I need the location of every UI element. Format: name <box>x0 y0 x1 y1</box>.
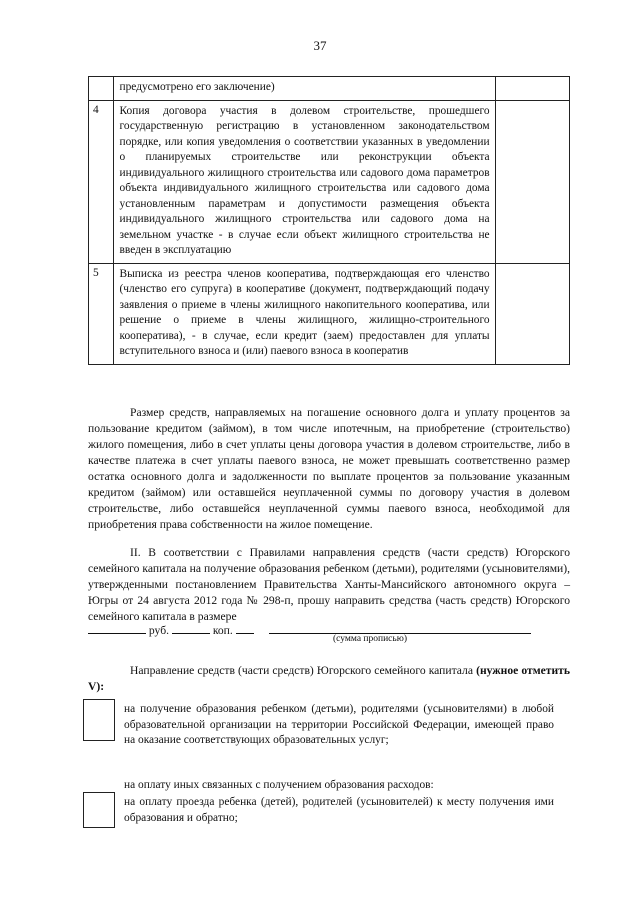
travel-checkbox[interactable] <box>83 792 115 828</box>
row-text: предусмотрено его заключение) <box>113 77 495 101</box>
option-education-text: на получение образования ребенком (детьми), родителями (усыновителями) в любой образовательной организации на территории Российской Федерации, имеющей право на оказание соответствующих образовательных услуг; <box>124 703 554 746</box>
amount-words-field[interactable] <box>269 621 531 634</box>
amount-words-hint: (сумма прописью) <box>333 634 407 644</box>
option-travel-text: на оплату проезда ребенка (детей), родителей (усыновителей) к месту получения ими образования и обратно; <box>124 796 554 824</box>
table-row <box>89 100 570 263</box>
kop-extra-field[interactable] <box>236 621 254 634</box>
table-row <box>89 263 570 364</box>
table-row <box>89 77 570 101</box>
row-text: Выписка из реестра членов кооператива, подтверждающая его членство (членство его супруга) в кооперативе (документ, подтверждающий подачу заявления о приеме в члены жилищного накопительного кооператива, или решение о приеме в члены жилищного, жилищно-строительного кооператива), - в случае, если кредит (заем) предоставлен для уплаты вступительного взноса и (или) паевого взноса в кооператив <box>113 263 495 364</box>
choose-direction-text: Направление средств (части средств) Югорского семейного капитала <box>130 664 473 677</box>
choose-direction-note: (нужное отметить V): <box>88 664 570 693</box>
rub-label: руб. <box>148 624 169 637</box>
related-expenses-title: на оплату иных связанных с получением образования расходов: <box>124 779 434 791</box>
education-checkbox[interactable] <box>83 699 115 741</box>
row-mark-cell <box>495 77 569 101</box>
kop-field[interactable] <box>172 621 210 634</box>
kop-label: коп. <box>212 624 233 637</box>
row-text: Копия договора участия в долевом строительстве, прошедшего государственную регистрацию в установленном законодательством порядке, или копия уведомления о соответствии указанных в уведомлении о планируемых строительстве или реконструкции объекта индивидуального жилищного строительства или садового дома параметров объекта индивидуального жилищного строительства или садового дома установленным параметрам и допустимости размещения объекта индивидуального жилищного строительства или садового дома на земельном участке - в случае если объект жилищного строительства не введен в эксплуатацию <box>113 100 495 263</box>
section-2-paragraph: II. В соответствии с Правилами направления средств (части средств) Югорского семейного капитала на получение образования ребенком (детьми), родителями (усыновителями), утвержденными постановлением Правительства Ханты-Мансийского автономного округа – Югры от 24 августа 2012 года № 298-п, прошу направить средства (часть средств) Югорского семейного капитала в размере <box>88 546 570 623</box>
row-number: 4 <box>89 100 114 263</box>
row-mark-cell <box>495 263 569 364</box>
rub-field[interactable] <box>88 621 146 634</box>
choose-direction-title <box>88 663 570 695</box>
row-number <box>89 77 114 101</box>
limit-paragraph: Размер средств, направляемых на погашение основного долга и уплату процентов за пользование кредитом (займом), в том числе ипотечным, на приобретение (строительство) жилого помещения, либо в счет уплаты цены договора участия в долевом строительстве, либо в качестве платежа в счет уплаты паевого взноса, не может превышать соответственно размер остатка основного долга и задолженности по выплате процентов за пользование указанным кредитом (займом) или оставшейся неуплаченной суммы по договору участия в долевом строительстве, либо оставшейся неуплаченной суммы паевого взноса, необходимой для приобретения права собственности на жилое помещение. <box>88 406 570 531</box>
row-mark-cell <box>495 100 569 263</box>
row-number: 5 <box>89 263 114 364</box>
documents-table <box>88 76 570 365</box>
page-number: 37 <box>313 38 327 53</box>
